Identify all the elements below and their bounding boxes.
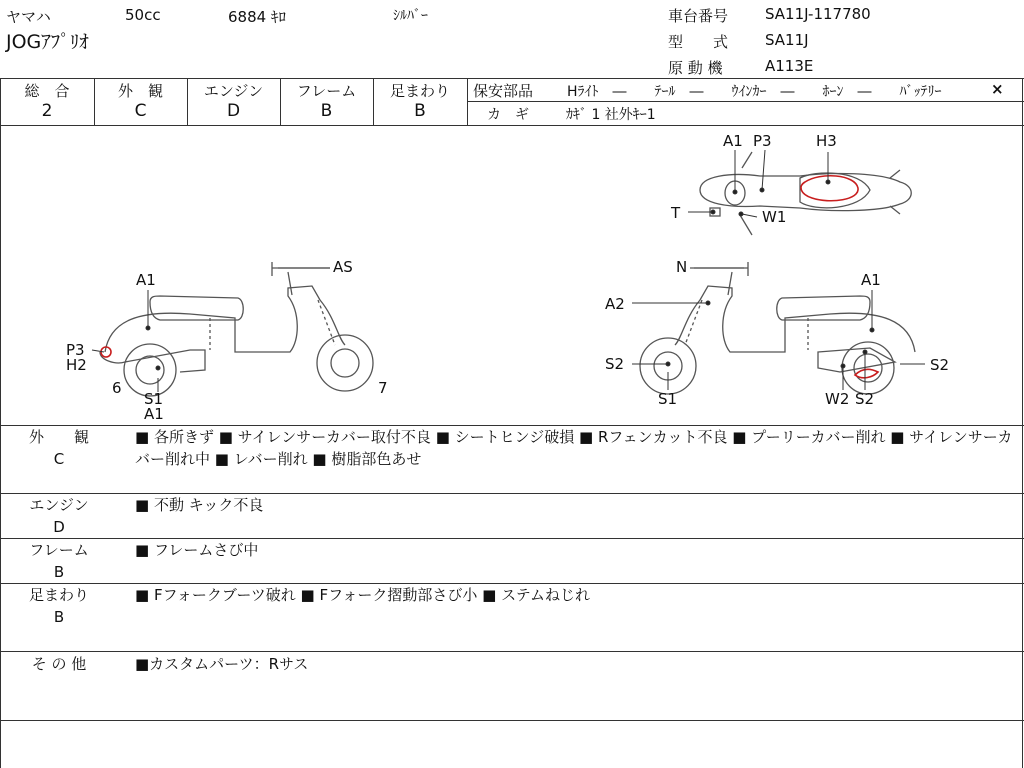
- top-view-scooter: [700, 152, 911, 235]
- label-right-s1: S1: [658, 390, 678, 408]
- engine-label: 原 動 機: [668, 59, 723, 77]
- section-notes: ■ 各所きず ■ サイレンサーカバー取付不良 ■ シートヒンジ破損 ■ Rフェンカット不良 ■ プーリーカバー削れ ■ サイレンサーカバー削れ中 ■ レバー削れ ■ 樹脂部色あせ: [135, 428, 1013, 468]
- key-value: ｶｷﾞ 1 社外ｷｰ1: [566, 107, 656, 123]
- grade-value: C: [134, 101, 147, 121]
- label-top-w1: W1: [762, 208, 787, 226]
- label-right-s2c: S2: [930, 356, 950, 374]
- section-label: [0, 539, 118, 583]
- label-top-a1: A1: [723, 132, 743, 150]
- label-left-a1: A1: [136, 271, 156, 289]
- section-notes: ■カスタムパーツ：Rサス: [135, 655, 309, 673]
- model-name: JOGｱﾌﾟﾘｵ: [6, 31, 89, 53]
- section-label: [0, 494, 118, 538]
- engine-code: A113E: [765, 57, 814, 75]
- section-grade: B: [53, 563, 65, 581]
- frame-no: SA11J-117780: [765, 5, 871, 23]
- grade-label: フレーム: [296, 82, 357, 100]
- safety-label: 保安部品: [473, 82, 534, 100]
- section-label: [0, 653, 118, 675]
- section-title: 足まわり: [28, 586, 89, 604]
- label-right-a2: A2: [605, 295, 625, 313]
- section-grade: C: [53, 450, 65, 468]
- label-left-6: 6: [112, 379, 122, 397]
- damage-mark-h3: [801, 176, 858, 201]
- section-title: フレーム: [29, 541, 89, 559]
- label-left-s1: S1: [144, 390, 164, 408]
- section-label: [0, 584, 118, 628]
- maker: ヤマハ: [6, 8, 51, 26]
- section-notes: ■ フレームさび中: [135, 541, 259, 559]
- label-left-a1b: A1: [144, 405, 164, 423]
- label-left-7: 7: [378, 379, 388, 397]
- grade-label: 総 合: [24, 82, 70, 100]
- section-title: そ の 他: [31, 655, 87, 673]
- label-right-n: N: [676, 258, 688, 276]
- label-right-s2b: S2: [855, 390, 875, 408]
- displacement: 50cc: [125, 6, 161, 24]
- frame-no-label: 車台番号: [668, 7, 729, 25]
- label-right-a1: A1: [861, 271, 881, 289]
- divider: [0, 720, 1024, 721]
- color: ｼﾙﾊﾞｰ: [393, 8, 428, 24]
- label-right-s2: S2: [605, 355, 625, 373]
- divider: [0, 651, 1024, 652]
- section-title: エンジン: [29, 496, 89, 514]
- model-code-label: 型 式: [668, 33, 729, 51]
- section-notes: ■ Fフォークブーツ破れ ■ Fフォーク摺動部さび小 ■ ステムねじれ: [135, 586, 591, 604]
- label-left-as: AS: [333, 258, 353, 276]
- label-top-h3: H3: [816, 132, 837, 150]
- safety-items: Hﾗｲﾄ ― ﾃｰﾙ ― ｳｲﾝｶｰ ― ﾎｰﾝ ― ﾊﾞｯﾃﾘｰ: [567, 84, 942, 100]
- section-notes: ■ 不動 キック不良: [135, 496, 264, 514]
- damage-mark-s2: [855, 369, 878, 378]
- battery-mark: ×: [991, 80, 1004, 98]
- model-code: SA11J: [765, 31, 809, 49]
- label-top-t: T: [671, 204, 681, 222]
- section-label: [0, 426, 118, 470]
- grade-value: B: [320, 101, 333, 121]
- label-right-w2: W2: [825, 390, 850, 408]
- mileage: 6884 ｷﾛ: [228, 8, 286, 26]
- grade-value: B: [414, 101, 426, 121]
- grade-label: エンジン: [203, 82, 264, 100]
- label-top-p3: P3: [753, 132, 772, 150]
- label-left-h2: H2: [66, 356, 87, 374]
- key-label: カ ギ: [487, 107, 529, 123]
- grade-value: 2: [41, 101, 53, 121]
- grade-label: 足まわり: [389, 82, 450, 100]
- section-title: 外 観: [28, 428, 89, 446]
- grade-label: 外 観: [117, 82, 163, 100]
- section-grade: B: [53, 608, 65, 626]
- grade-value: D: [226, 101, 241, 121]
- label-left-p3: P3: [66, 341, 85, 359]
- section-grade: D: [53, 518, 65, 536]
